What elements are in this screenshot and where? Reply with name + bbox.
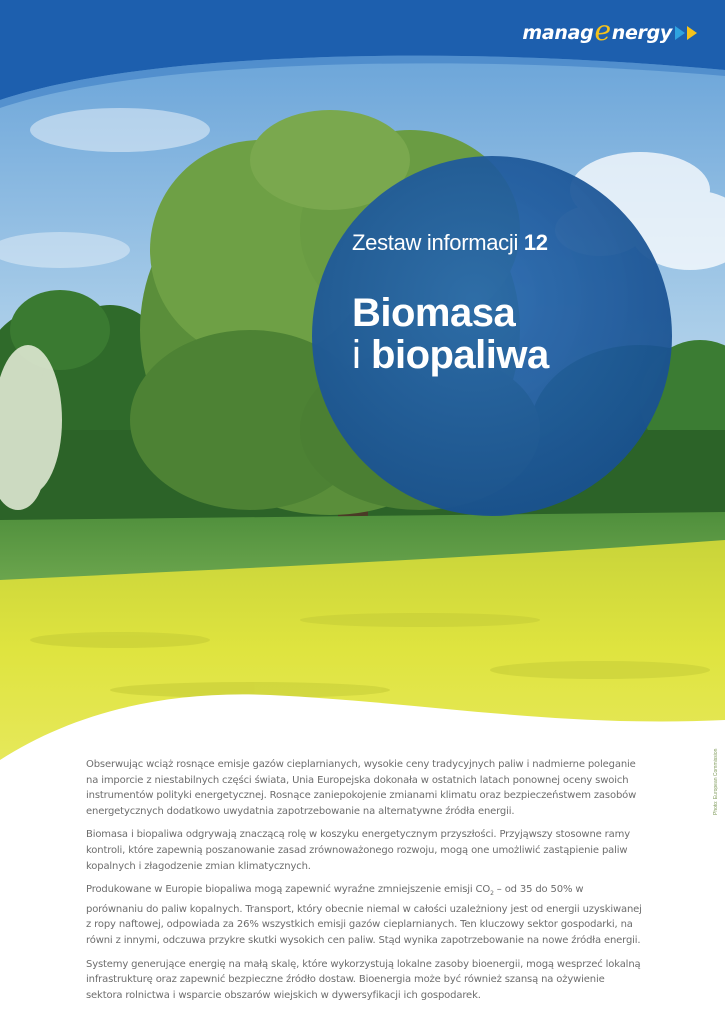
manage-energy-logo [522,14,697,47]
logo-text-e: e [594,14,611,47]
photo-credit: Photo: European Commission [713,748,719,815]
body-text [86,757,642,1011]
logo-text-manag: manag [522,22,594,44]
paragraph-3 [86,882,642,948]
title-line-1: Biomasa [352,291,516,335]
double-arrow-icon [675,26,697,40]
paragraph-1: Obserwując wciąż rosnące emisje gazów cieplarnianych, wysokie ceny tradycyjnych paliw i nadmierne poleganie na imporcie z niestabilnych części świata, Unia Europejska dokonała w ostatnich latach ponownej oceny swoich instrumentów polityki energetycznej. Rosnące zaniepokojenie zmianami klimatu oraz bezpieczeństwem zasobów energetycznych dodatkowo uwydatnia zapotrzebowanie na alternatywne źródła energii. [86,759,637,817]
paragraph-3-part-b: – od 35 do 50% w porównaniu do paliw kopalnych. Transport, który obecnie niemal w całości uzależniony jest od energii uzyskiwanej z ropy naftowej, odpowiada za 26% wszystkich emisji gazów cieplarnianych. Ten kluczowy sektor gospodarki, na równi z innymi, odczuwa przykre skutki wysokich cen paliw. Stąd wynika zapotrzebowanie na nowe źródła energii. [86,884,642,946]
paragraph-4: Systemy generujące energię na małą skalę, które wykorzystują lokalne zasoby bioenergii, mogą wesprzeć lokalną infrastrukturę oraz zapewnić bezpieczne źródło dostaw. Bioenergia może być również szansą na ożywienie sektora rolnictwa i wsparcie obszarów wiejskich w dywersyfikacji ich gospodarek. [86,958,641,1001]
series-kicker: Zestaw informacji [352,230,519,255]
logo-text-nergy: nergy [611,22,672,44]
title-main: biopaliwa [371,333,549,377]
co2-subscript: 2 [490,890,494,898]
paragraph-2: Biomasa i biopaliwa odgrywają znaczącą rolę w koszyku energetycznym przyszłości. Przyjąwszy stosowne ramy kontroli, które zapewnią poszanowanie zasad zrównoważonego rozwoju, mogą one umożliwić zastąpienie paliw kopalnych i złagodzenie zmian klimatycznych. [86,829,630,872]
paragraph-3-part-a: Produkowane w Europie biopaliwa mogą zapewnić wyraźne zmniejszenie emisji CO [86,884,491,896]
series-number: 12 [523,230,548,255]
title-block [352,232,549,376]
title-line-2 [352,334,549,376]
series-label [352,232,549,254]
title-prefix: i [352,333,361,377]
